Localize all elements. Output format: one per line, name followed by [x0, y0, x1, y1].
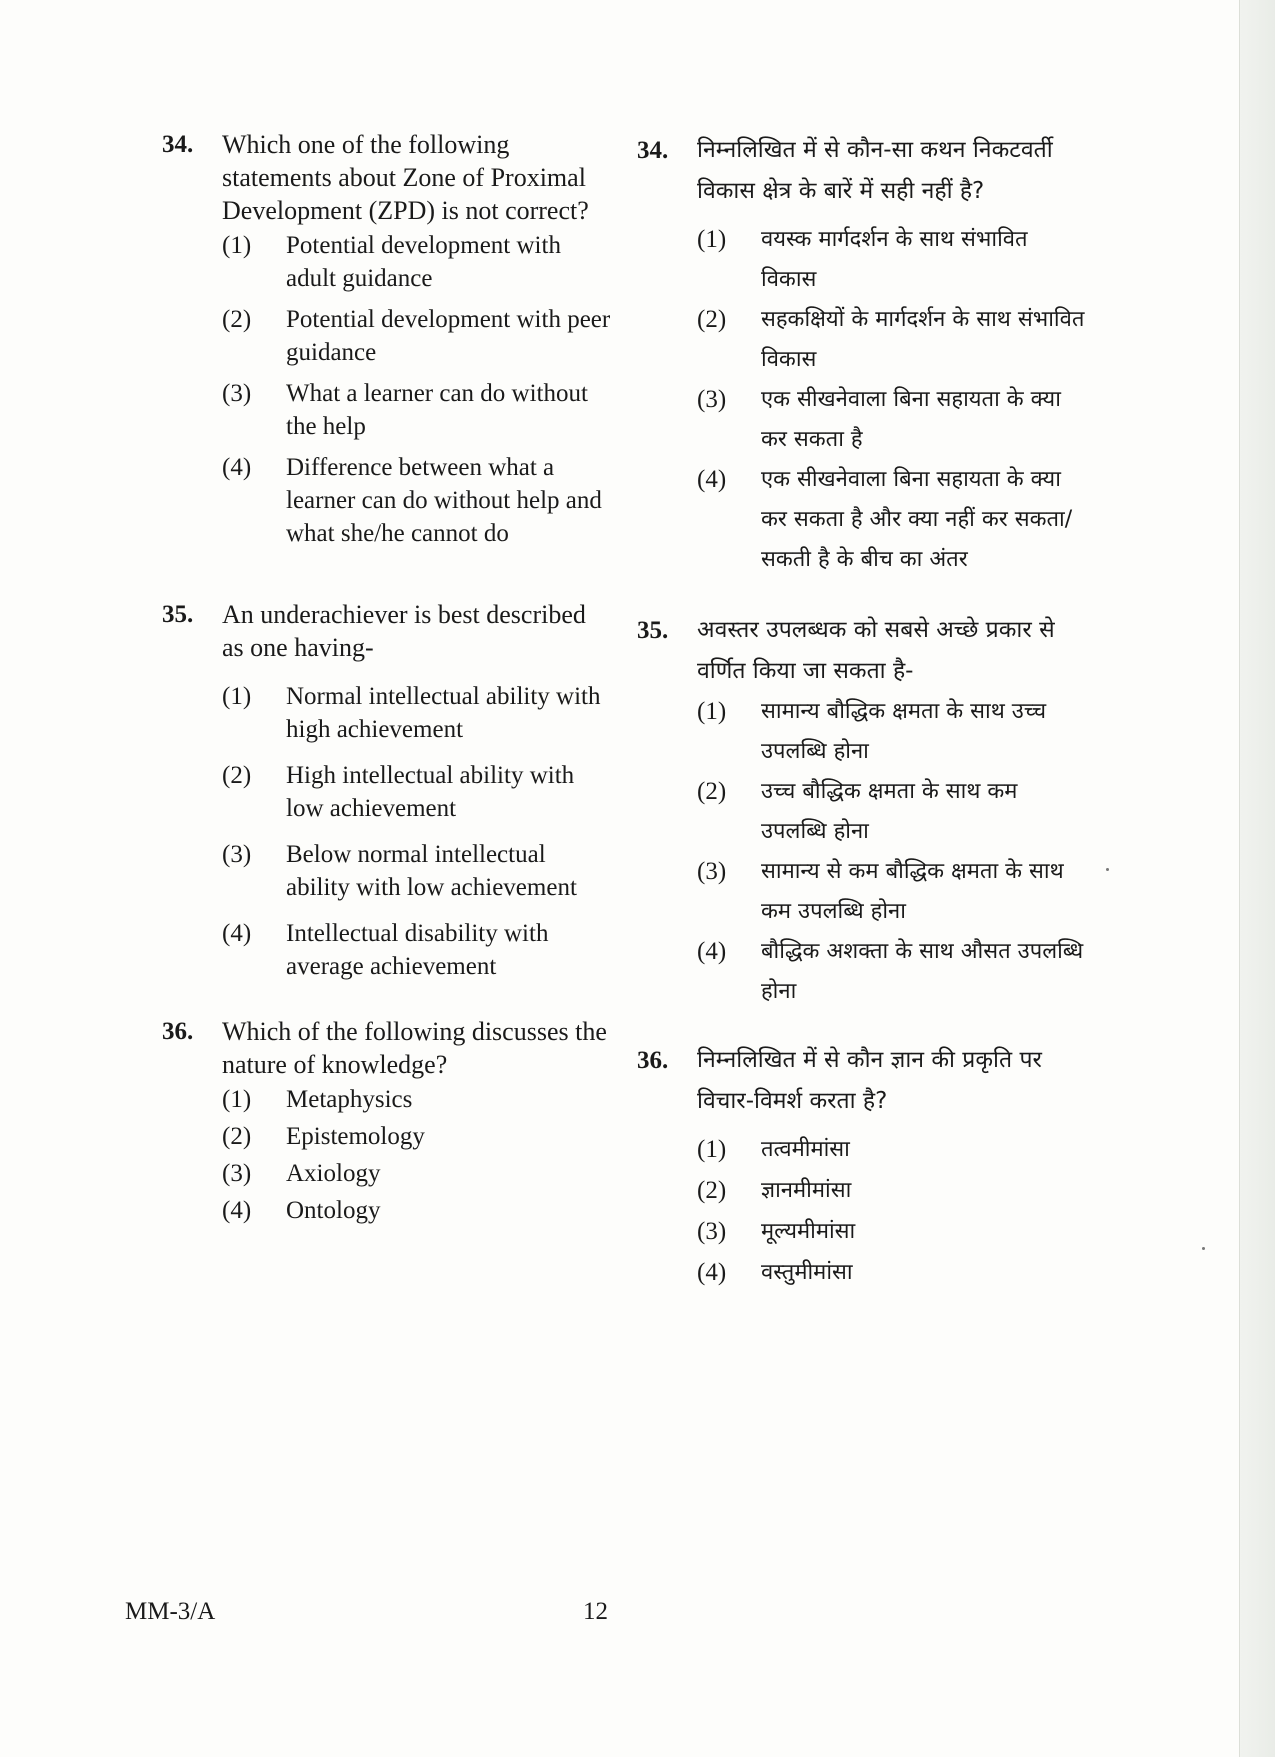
option-2 [697, 1171, 1087, 1211]
option-text: High intellectual ability with low achievement [286, 762, 575, 822]
option-number: (3) [222, 1160, 252, 1187]
option-list [697, 692, 1087, 1012]
option-text: मूल्यमीमांसा [761, 1219, 856, 1244]
option-text: Metaphysics [286, 1086, 413, 1113]
option-3 [222, 1157, 612, 1190]
question-number: 35. [162, 601, 194, 628]
option-number: (1) [697, 226, 727, 253]
option-text: Epistemology [286, 1123, 425, 1150]
option-text: उच्च बौद्धिक क्षमता के साथ कम उपलब्धि होना [761, 779, 1018, 844]
option-4 [222, 451, 612, 550]
scan-speck [1106, 868, 1109, 871]
option-number: (4) [697, 938, 727, 965]
option-number: (2) [697, 778, 727, 805]
hindi-column [637, 130, 1087, 1293]
option-list [697, 220, 1087, 580]
option-text: Normal intellectual ability with high achievement [286, 683, 601, 743]
question-34-hindi [637, 130, 1087, 580]
question-36-english [162, 1015, 612, 1227]
page-number: 12 [583, 1598, 608, 1625]
option-2 [222, 303, 612, 369]
question-text: Which one of the following statements about Zone of Proximal Development (ZPD) is not correct? [222, 130, 589, 225]
option-number: (4) [222, 454, 252, 481]
option-3 [222, 377, 612, 443]
option-number: (1) [222, 683, 252, 710]
option-text: सामान्य बौद्धिक क्षमता के साथ उच्च उपलब्धि होना [761, 699, 1047, 764]
question-text: अवस्तर उपलब्धक को सबसे अच्छे प्रकार से वर्णित किया जा सकता है- [697, 617, 1055, 684]
option-text: बौद्धिक अशक्ता के साथ औसत उपलब्धि होना [761, 939, 1084, 1004]
english-column [162, 128, 612, 1227]
option-number: (3) [222, 841, 252, 868]
option-1 [222, 229, 612, 295]
option-text: सहकक्षियों के मार्गदर्शन के साथ संभावित विकास [761, 307, 1085, 372]
option-3 [697, 1212, 1087, 1252]
option-text: वस्तुमीमांसा [761, 1260, 853, 1285]
option-4 [697, 460, 1087, 580]
option-4 [222, 1194, 612, 1227]
option-2 [697, 300, 1087, 380]
question-35-english [162, 598, 612, 983]
option-1 [697, 692, 1087, 772]
option-text: वयस्क मार्गदर्शन के साथ संभावित विकास [761, 227, 1028, 292]
option-number: (2) [222, 762, 252, 789]
option-number: (1) [222, 232, 252, 259]
question-number: 34. [637, 137, 669, 164]
question-text: Which of the following discusses the nature of knowledge? [222, 1017, 607, 1079]
option-2 [222, 1120, 612, 1153]
option-1 [697, 220, 1087, 300]
option-4 [222, 917, 612, 983]
option-number: (4) [697, 1259, 727, 1286]
option-text: सामान्य से कम बौद्धिक क्षमता के साथ कम उपलब्धि होना [761, 859, 1064, 924]
option-1 [697, 1130, 1087, 1170]
option-text: Potential development with peer guidance [286, 306, 611, 366]
option-number: (1) [697, 1136, 727, 1163]
option-3 [697, 380, 1087, 460]
option-2 [222, 759, 612, 825]
option-text: Axiology [286, 1160, 381, 1187]
question-34-english [162, 128, 612, 550]
option-list [697, 1130, 1087, 1293]
question-number: 35. [637, 617, 669, 644]
option-list [222, 680, 612, 983]
option-3 [222, 838, 612, 904]
option-number: (2) [222, 306, 252, 333]
option-number: (4) [222, 920, 252, 947]
option-number: (3) [697, 386, 727, 413]
option-text: What a learner can do without the help [286, 380, 588, 440]
option-number: (2) [222, 1123, 252, 1150]
question-35-hindi [637, 610, 1087, 1012]
option-number: (3) [697, 1218, 727, 1245]
option-text: तत्वमीमांसा [761, 1137, 850, 1162]
question-number: 36. [162, 1018, 194, 1045]
option-1 [222, 1083, 612, 1116]
scan-speck [1202, 1247, 1205, 1250]
option-4 [697, 1253, 1087, 1293]
option-number: (2) [697, 306, 727, 333]
paper-code: MM-3/A [125, 1598, 216, 1625]
question-number: 36. [637, 1047, 669, 1074]
option-text: Potential development with adult guidance [286, 232, 561, 292]
option-list [222, 229, 612, 550]
option-text: Difference between what a learner can do without help and what she/he cannot do [286, 454, 602, 547]
option-number: (4) [222, 1197, 252, 1224]
option-number: (3) [697, 858, 727, 885]
option-2 [697, 772, 1087, 852]
option-list [222, 1083, 612, 1227]
option-number: (3) [222, 380, 252, 407]
question-text: An underachiever is best described as one having- [222, 600, 586, 662]
question-36-hindi [637, 1040, 1087, 1293]
option-number: (2) [697, 1177, 727, 1204]
option-text: Ontology [286, 1197, 381, 1224]
option-3 [697, 852, 1087, 932]
option-1 [222, 680, 612, 746]
scan-edge [1239, 0, 1275, 1757]
option-number: (1) [222, 1086, 252, 1113]
question-text: निम्नलिखित में से कौन ज्ञान की प्रकृति पर विचार-विमर्श करता है? [697, 1047, 1042, 1114]
question-number: 34. [162, 131, 194, 158]
option-text: एक सीखनेवाला बिना सहायता के क्या कर सकता है और क्या नहीं कर सकता/सकती है के बीच का अंतर [761, 467, 1073, 572]
option-text: Intellectual disability with average achievement [286, 920, 549, 980]
option-text: Below normal intellectual ability with low achievement [286, 841, 577, 901]
option-4 [697, 932, 1087, 1012]
option-number: (4) [697, 466, 727, 493]
option-text: एक सीखनेवाला बिना सहायता के क्या कर सकता है [761, 387, 1061, 452]
option-number: (1) [697, 698, 727, 725]
option-text: ज्ञानमीमांसा [761, 1178, 852, 1203]
question-text: निम्नलिखित में से कौन-सा कथन निकटवर्ती विकास क्षेत्र के बारें में सही नहीं है? [697, 137, 1053, 204]
